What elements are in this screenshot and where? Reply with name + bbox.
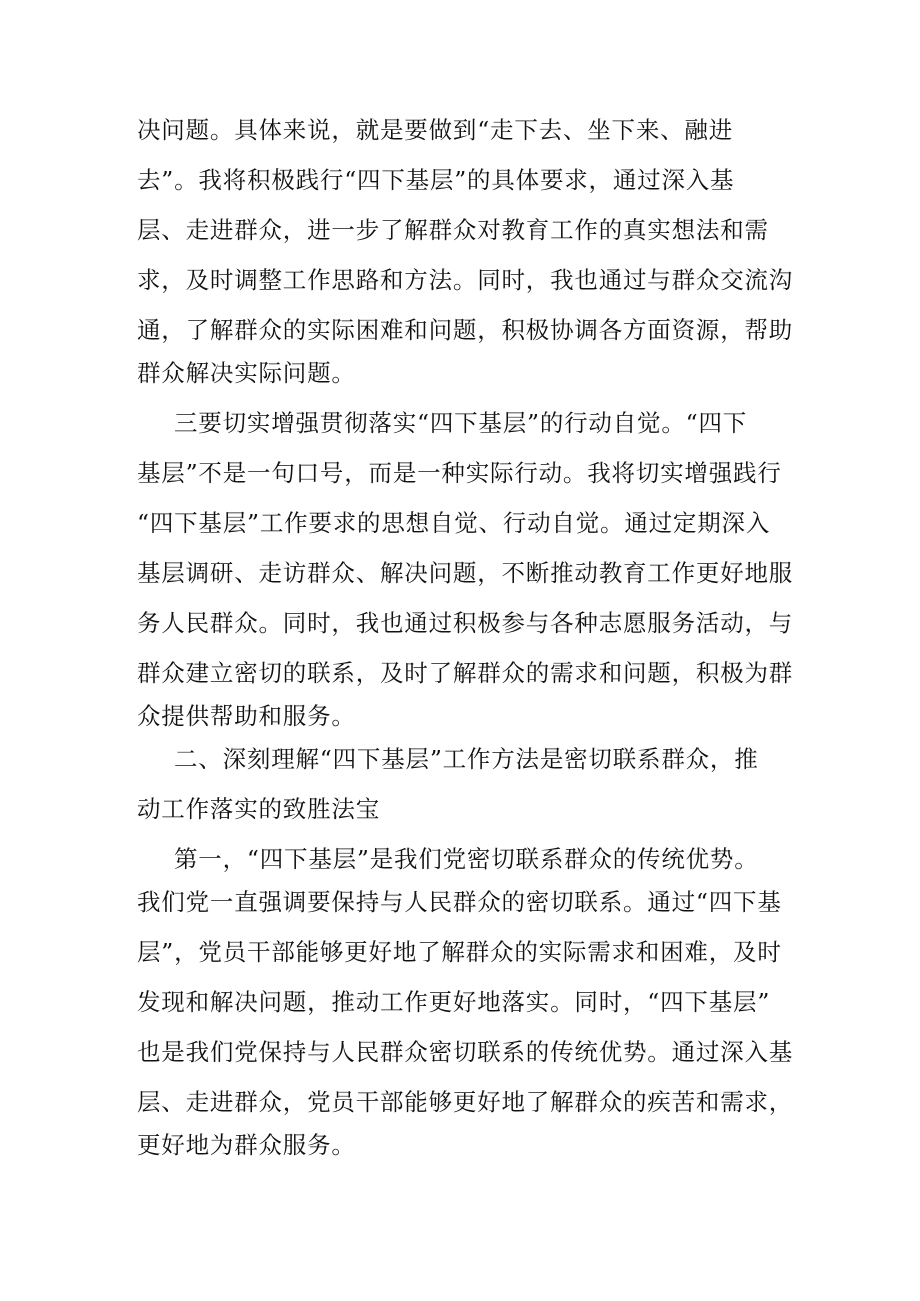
text-line: 通，了解群众的实际困难和问题，积极协调各方面资源，帮助	[137, 316, 794, 344]
text-line: 层”，党员干部能够更好地了解群众的实际需求和困难，及时	[137, 938, 782, 966]
text-line: 发现和解决问题，推动工作更好地落实。同时，“四下基层”	[137, 988, 771, 1016]
text-line: 务人民群众。同时，我也通过积极参与各种志愿服务活动，与	[137, 609, 794, 637]
text-line: 决问题。具体来说，就是要做到“走下去、坐下来、融进	[137, 116, 734, 144]
text-line: 群众解决实际问题。	[137, 359, 356, 387]
text-line: 更好地为群众服务。	[137, 1131, 356, 1159]
text-line: 层、走进群众，党员干部能够更好地了解群众的疾苦和需求，	[137, 1088, 794, 1116]
text-line: 也是我们党保持与人民群众密切联系的传统优势。通过深入基	[137, 1038, 794, 1066]
text-line: 求，及时调整工作思路和方法。同时，我也通过与群众交流沟	[137, 266, 794, 294]
section-heading: 动工作落实的致胜法宝	[137, 795, 380, 823]
section-heading: 二、深刻理解“四下基层”工作方法是密切联系群众，推	[174, 745, 759, 773]
text-line: 我们党一直强调要保持与人民群众的密切联系。通过“四下基	[137, 888, 782, 916]
text-line: 层、走进群众，进一步了解群众对教育工作的真实想法和需	[137, 216, 769, 244]
paragraph-start: 三要切实增强贯彻落实“四下基层”的行动自觉。“四下	[174, 409, 748, 437]
text-line: 基层调研、走访群众、解决问题，不断推动教育工作更好地服	[137, 559, 794, 587]
text-line: “四下基层”工作要求的思想自觉、行动自觉。通过定期深入	[137, 509, 771, 537]
text-line: 众提供帮助和服务。	[137, 702, 356, 730]
paragraph-start: 第一，“四下基层”是我们党密切联系群众的传统优势。	[174, 845, 759, 873]
text-line: 群众建立密切的联系，及时了解群众的需求和问题，积极为群	[137, 659, 794, 687]
text-line: 基层”不是一句口号，而是一种实际行动。我将切实增强践行	[137, 459, 782, 487]
text-line: 去”。我将积极践行“四下基层”的具体要求，通过深入基	[137, 166, 735, 194]
